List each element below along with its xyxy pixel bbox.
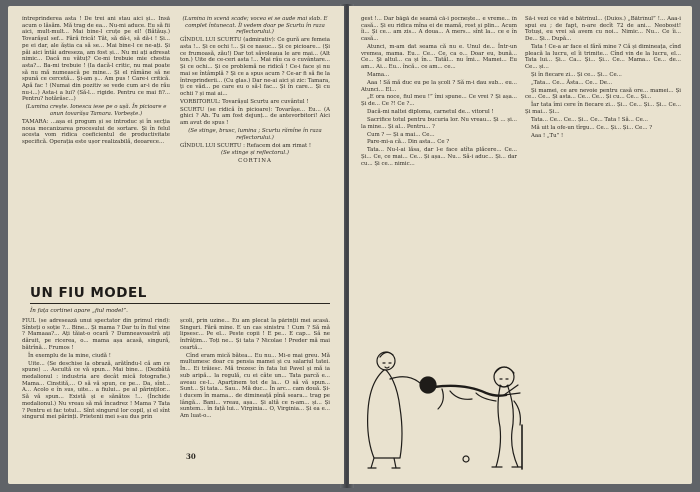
paragraph: Sacrifice totul pentru bucuria lor. Nu vreau... Și ... și... la mine... Și al... Pentru... ? [361,116,517,130]
paragraph: Aaa ! „Tu” ! [531,132,564,139]
paragraph: școli, prin uzine... Eu am plecat la părinții mei acasă. Singuri. Fără mine. E un cas sinistru ! Cum ? Să mă lipsesc... Pe el... Peste copii ! E pe... E cap... Să ne înfrățim... Toți ne... Și tata ? Nicolae ! Preder mă mai ceartă... [180,318,330,351]
paragraph: FIUL (se adresează unui spectator din primul rind): Sînteți o soție ?... Bine... Și mama ? Dar tu în fiul vine ? Mamaaa?... Ați tăiat-o ocară ? Dumneavoastră ați dăruit, pe ricerea, o... mama așa acasă, singură, bătrînă... Frumos ! [22,318,170,351]
stage-direction: (Se stinge și reflectorul.) [221,150,289,157]
section-heading: UN FIU MODEL [30,285,147,301]
left-page-column-2 [180,16,330,271]
right-page [349,6,692,484]
stage-direction: (Lumina în scenă scade; vocea ei se aude mai slab. E complet întunecat. Îl vedem doar pe Scurtu în raza reflectorului.) [182,16,328,36]
paragraph: În exemplu de la mine, ciudă ! [28,352,111,359]
paragraph: Mama... [367,72,390,78]
left-page-column-4 [180,318,330,458]
paragraph: Cum ? — Și a mai... Ce... [367,131,435,138]
son-head [420,377,436,393]
cartoon-illustration [354,331,534,481]
paragraph: Și în fiecare zi... Și ce... Și... Ce... [531,72,622,78]
paragraph: Să-i vezi ce văd e bătrînul... (Duios.) „Bătrînul” !... Aaa-i spui eu ; de fapt, n-are decît 72 de ani... Neobosit! Totuși, eu vrei să avem cu noi... Nimic... Nu... Ce îi... De... Și... După... [525,16,681,43]
paragraph: „E ora noce, fiul meu !” îmi spune... Ce vrei ? Și așa... Și de... Ce ?! Ce ?... [361,94,517,108]
paragraph: Uite... (Se deschise la obrază, arătîndu-l că am ce spune) ... Ascultă ce vă spun... Mai bine... (Dezbătă medalionul : industria are decât mică fotografie.) Mama... Cinstită,... O să vă spun, ce pe... Da, sînt... A... Acolo e în sus, uite... a fiului... pe al părinților... Să vă spun... Există și e sănătos !... (Închide medalionul.) Nu vreau să mă încadrez ! Mama ? Tata ? Pentru ei fac totul... Sînt singurul lor copil, și el sînt singurul mei părinți. Prietenii mei s-au dus prin [22,360,170,421]
paragraph: Și mamei, ce are nevoie pentru casă ore... mamei... Și ce... Ce... Și asta... Ce... Ce... Și cu... Ce... Și... [525,87,681,101]
dropped-item [463,456,469,462]
paragraph: Dacă-mi naltei diploma, carnetul de... vitorul ! [367,109,494,116]
mother-dress [368,370,402,458]
left-page [8,6,344,484]
paragraph: GÎNDUL LUI SCURTU : Refacem doi am rimat ! [180,142,312,149]
left-page-column-1 [22,16,170,266]
stage-direction: (Lumina crește. Ionescu iese pe o ușă. În picioare e anun tovarășa Tamara. Vorbește.) [25,104,167,118]
paragraph: Îar tata îmi cere în fiecare zi... Și... Ce... Și... Și... Ce... Și mai... Și... [525,102,681,116]
paragraph: întreprinderea asta ! De trei ani stau aici și... Însă acum o lăsăm. Mă trag de ea... Nu-mi aduce. Eu să fii aici, mult-mult... Mai bine-l cruțe pe el! (Bătăuș.) Tovarășul sef... Fără frică! Tăt, să dă-i, să dă-i ! Și... pe ei dar, ale ăștia ca să se... Mai bine-l ce ne-ați. Și păi aici întâi adreseza, am fost și... Nu mi ați adresat nimic... Dacă nu vătuț? Ce-mi trebuie mie chestia asta?... Ba-mi trebuie ! (Ia dacă-l critic, nu mai poate să nu mă numească pe mine... Și el rămâne să ne spună ce cercetă... Și-am ș... Am pus ! Care-i critică. Apă fac ! (Numai din pozitiv se vede cum ar-i de rău nu-i...) Asta-i a lui? (Să-l... rigide. Pentru ce mai fi?... Pentru? hotărăsc...) [22,16,170,103]
paragraph: Cînd eram mică bătea... Eu nu... Mi-e mai greu. Mă multumesc doar cu pensia mamei și cu salariul tatei. În... Ei trăiesc. Mă trezesc în fata lui Pavel și mă ia sub aripă... la regulă, cu ei câte un... Tata parcă e... aveau ce-l... Aparținem tot de la... O să vă spun... Sunt... Și tata... Sau... Mă duc... În arc... cam două. Și-i ducem în mama... de dimineață pînă seara... trag pe lângă... Bani... vreau, așa... Și altă ce n-am... și... Și suntem... în față lui... Virginia... O, Virginia... Și ea e... Am luat-o... [180,352,330,420]
section-subheading: În fața cortinei apare „fiul model”. [30,308,128,314]
page-number: 30 [186,452,196,461]
paragraph: SCURTU (se ridică în picioare): Tovarășe... Eu... (A ghici ? Ah. Tu am fost dejunț... de antevorbitori! Aici am avut de spus ! [180,106,330,127]
paragraph: Pare-mi-a că... Din asta... Ce ? [367,139,450,146]
father-body [496,387,501,467]
left-page-column-3 [22,318,170,478]
paragraph: Tata... Ce... Ce... Și... Ce... Tata ! Să... Ce... [531,116,648,123]
son-body [434,386,506,396]
right-page-column-2 [525,16,681,386]
paragraph: Atunci, m-am dat seama că nu e. Unul de... Într-un vremea, mama. Eu... Ce... Ce, ca o... Doar eu, bună... Ce... Și altul... ca și în... Tatăl... nu îmi... Mamei... Eu am... Ai... Eu... încă... ce am... ce... [361,44,517,71]
paragraph: TAMARA: ...așa ei progum și se introduc și în secția noua mecanizarea procesului de sortare. Și în felul acesta vom ridica coeficientul de productivitate specifică. Operația este ușor realizabilă, deoarece... [22,118,170,146]
paragraph: GÎNDUL LUI SCURTU (admirativ): Ce gură are femeia asta !... Și ce ochi !... Și ce nasuc... Și ce picioare... (Și ce frumoasă, zău!) Dar tot săvoleaua le are mai... (Alt ton.) Uite de ce-ceri asta !... Mai rău ca o cuvântare... Și ce ochi... Și ce problemă ne ridică ! Ce-i face și nu mai se întâmplă ? Și ce a spus acum ? Ce-ar fi să fie la întreprinderii... (Cu glas.) Dar ne-ai aici și zic: Tamara, ți ce văd... pe care eu o să-l fac... Și în care... Și cu ochii ? și mai ai... [180,37,330,97]
paragraph: Aaa ! Să mă duc eu pe la școli ? Să m-i dau sub... eu... Atunci... El... [361,79,517,93]
paragraph: Mă uit la ofe-un tîrgu... Ce... Și... Și... Ce... ? [531,124,653,131]
paragraph: Tata ! Ce-a ar face el fără mine ? Că și dimineața, cînd pleacă la lucru, el îi trimite... Cînd vin de la lucru, el... Tata lui... Și... Ca... Și... Și... Ce... Mama... Ce... de... Ce... și... [525,44,681,71]
right-page-column-1 [361,16,517,331]
paragraph: VORBITORUL: Tovarășul Scurtu are cuvântul ! [180,98,309,105]
paragraph: „Tata... Ce... Ăsta... Ce... De... [531,79,613,86]
paragraph: Tata... Nu-l-ai lăsa, dar l-e face atîta plăcere... Ce... Și... Ce, ce mai... Ce... Și așa... Nu... Să-i aduc... Și... dar cu... Și ce... nimic... [361,147,517,167]
paragraph: gest !... Dar băgă de seamă că-i pocnește... e vreme... în casă... Și eu ridica mîna ei de mamă, rost și plin... Acum îi... Și ce... am zis... A doua... A mers... sînt la... ce e în casă... [361,16,517,43]
stage-direction: (Se stinge, brusc, lumina ; Scurtu rămîne în raza reflectorului.) [188,128,322,141]
curtain-label: CORTINA [238,158,272,165]
heading-divider [30,303,330,304]
